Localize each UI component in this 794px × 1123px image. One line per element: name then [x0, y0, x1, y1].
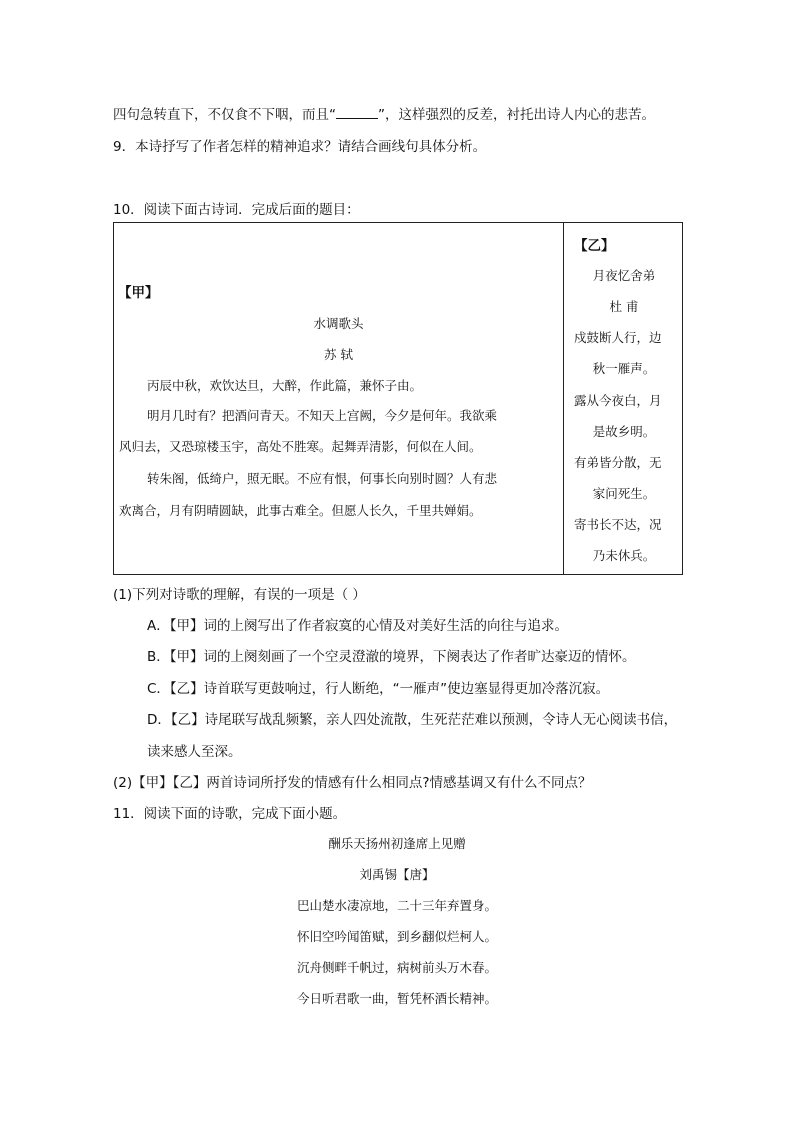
q10-sub2: (2)【甲】【乙】两首诗词所抒发的情感有什么相同点?情感基调又有什么不同点？: [113, 775, 592, 791]
q10-sub1: (1)下列对诗歌的理解，有误的一项是（ ）: [113, 587, 366, 603]
q11-intro: 11．阅读下面的诗歌，完成下面小题。: [113, 806, 347, 822]
poem-yi-line: 寄书长不达，况: [574, 517, 662, 532]
q11-poem-author: 刘禹锡【唐】: [359, 867, 435, 882]
poem-jia-line: 欢离合，月有阴晴圆缺，此事古难全。但愿人长久，千里共婵娟。: [119, 503, 482, 518]
q9-text: 9．本诗抒写了作者怎样的精神追求？请结合画线句具体分析。: [113, 139, 487, 155]
q8-tail-before: 四句急转直下，不仅食不下咽，而且“: [113, 107, 336, 123]
q11-poem-line: 怀旧空吟闻笛赋，到乡翻似烂柯人。: [296, 929, 497, 944]
poem-table: [113, 222, 683, 575]
poem-yi-line: 戍鼓断人行，边: [574, 330, 662, 345]
poem-jia-line: 明月几时有？把酒问青天。不知天上宫阙，今夕是何年。我欲乘: [147, 408, 498, 423]
q8-tail-line: [113, 103, 655, 123]
poem-yi-line: 家问死生。: [592, 486, 656, 501]
poem-yi-line: 有弟皆分散，无: [574, 455, 662, 470]
option-a: A．【甲】词的上阕写出了作者寂寞的心情及对美好生活的向往与追求。: [147, 618, 568, 634]
poem-jia-author: 苏 轼: [324, 347, 353, 362]
q11-poem-line: 巴山楚水凄凉地，二十三年弃置身。: [296, 898, 497, 913]
poem-yi-title: 月夜忆舍弟: [592, 268, 656, 283]
option-d-cont: 读来感人至深。: [147, 744, 242, 760]
poem-yi-line: 是故乡明。: [592, 424, 656, 439]
q11-poem-line: 沉舟侧畔千帆过，病树前头万木春。: [296, 960, 497, 975]
poem-jia-title: 水调歌头: [313, 316, 364, 331]
poem-yi-author: 杜 甫: [609, 299, 639, 314]
poem-jia-cell: [114, 223, 564, 575]
poem-yi-tag: 【乙】: [574, 238, 615, 254]
q10-intro: 10．阅读下面古诗词．完成后面的题目：: [113, 202, 360, 218]
q8-tail-after: ”，这样强烈的反差，衬托出诗人内心的悲苦。: [378, 107, 655, 123]
q11-poem-title: 酬乐天扬州初逢席上见赠: [328, 836, 466, 851]
q11-poem-line: 今日听君歌一曲，暂凭杯酒长精神。: [296, 991, 497, 1006]
answer-blank: [336, 106, 378, 119]
option-d: D．【乙】诗尾联写战乱频繁，亲人四处流散，生死茫茫难以预测，令诗人无心阅读书信，: [147, 712, 678, 728]
poem-jia-line: 风归去，又恐琼楼玉宇，高处不胜寒。起舞弄清影，何似在人间。: [119, 439, 482, 454]
option-c: C．【乙】诗首联写更鼓响过，行人断绝，“一雁声”使边塞显得更加冷落沉寂。: [147, 681, 610, 697]
poem-jia-line: 转朱阁，低绮户，照无眠。不应有恨，何事长向别时圆？人有悲: [147, 471, 498, 486]
option-b: B．【甲】词的上阕刻画了一个空灵澄澈的境界，下阕表达了作者旷达豪迈的情怀。: [147, 649, 636, 665]
poem-yi-line: 秋一雁声。: [592, 361, 656, 376]
poem-yi-cell: [564, 223, 683, 575]
poem-yi-line: 露从今夜白，月: [574, 393, 662, 408]
poem-jia-tag: 【甲】: [118, 285, 159, 301]
poem-jia-preface: 丙辰中秋，欢饮达旦，大醉，作此篇，兼怀子由。: [147, 378, 423, 393]
poem-yi-line: 乃未休兵。: [592, 548, 656, 563]
